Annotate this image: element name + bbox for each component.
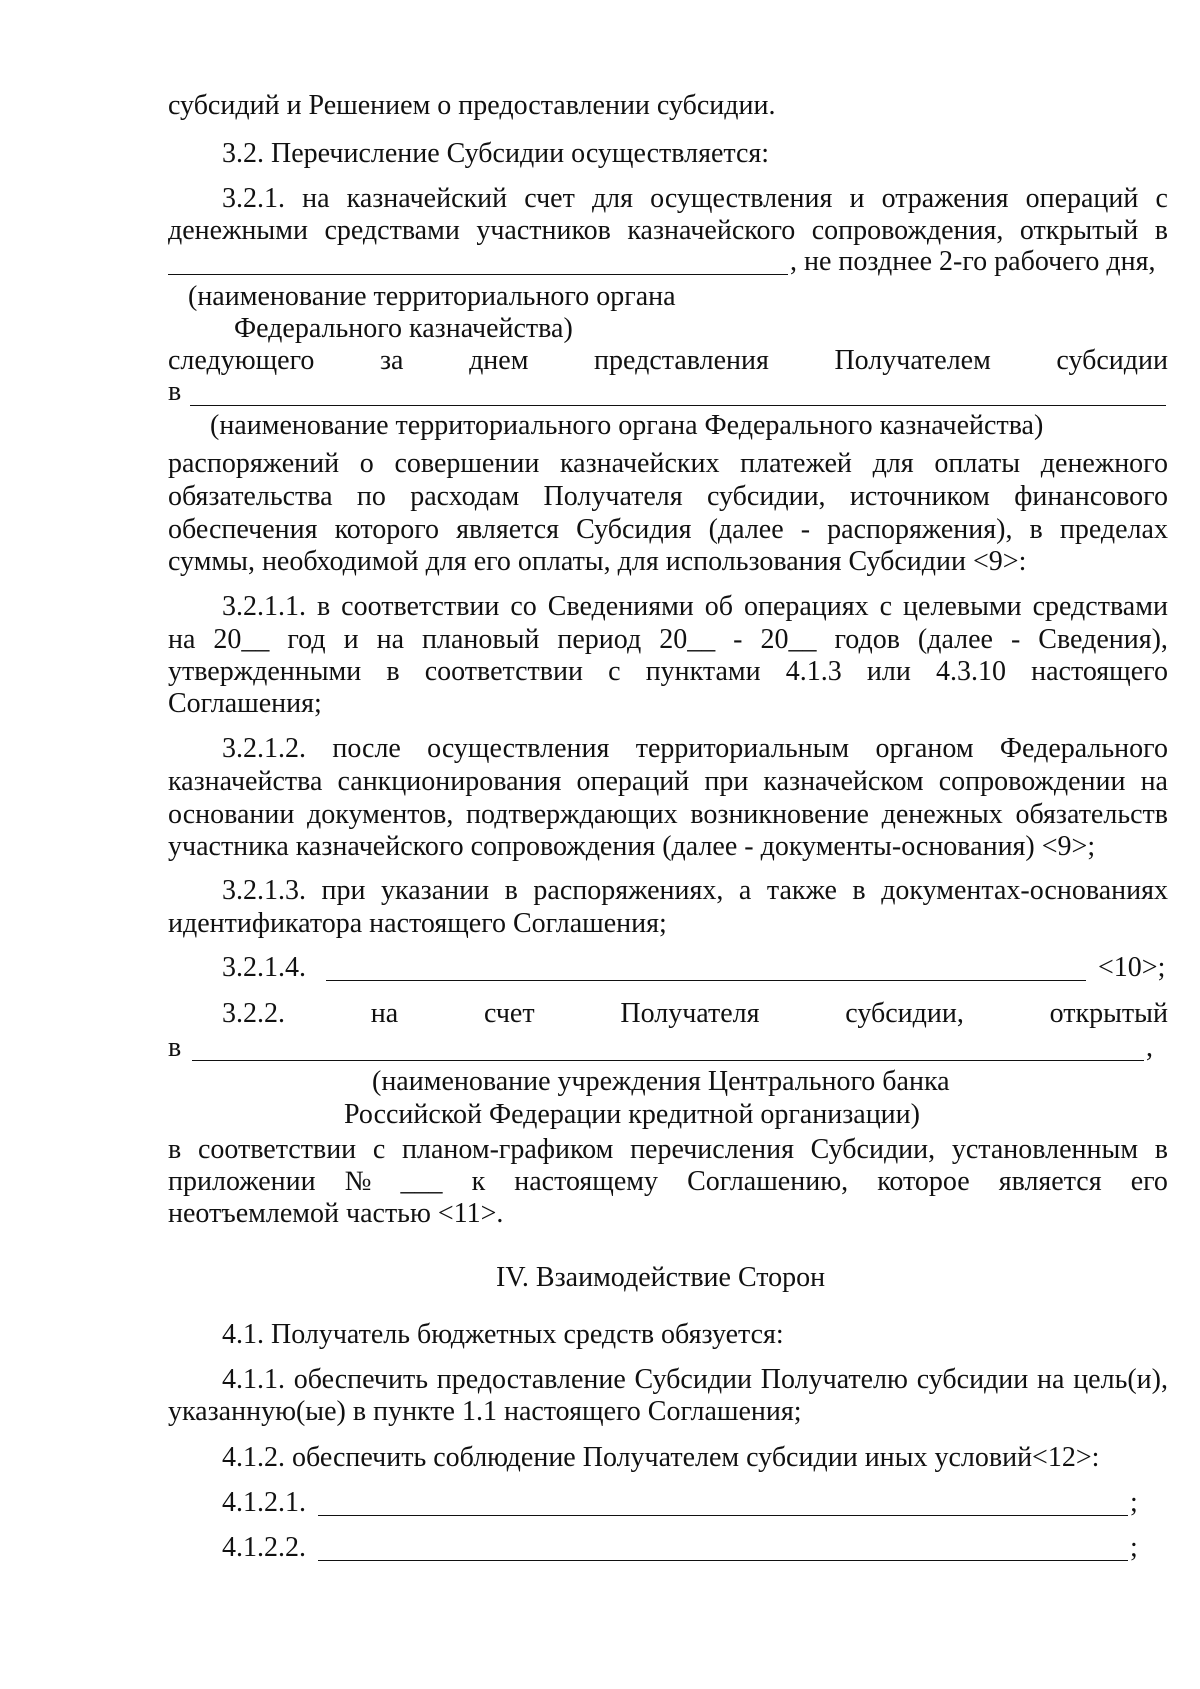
word: средствами	[324, 215, 460, 246]
word: распоряжения),	[827, 514, 1013, 545]
word: настоящему	[514, 1166, 659, 1197]
word: указании	[381, 875, 490, 906]
word: и	[849, 183, 865, 214]
word: Получателя	[620, 998, 760, 1029]
word: плановый	[421, 624, 540, 655]
text-line-justified	[168, 450, 1168, 478]
text-line: Соглашения;	[168, 688, 322, 719]
word: в	[386, 656, 400, 687]
word: Получателю	[760, 1364, 908, 1395]
word: счет	[524, 183, 575, 214]
text-line: идентификатора настоящего Соглашения;	[168, 908, 667, 939]
text-line-justified	[168, 801, 1168, 829]
text-line-justified	[222, 593, 1168, 621]
caption: Федерального казначейства)	[234, 313, 573, 344]
word: об	[704, 591, 733, 622]
text-line: 4.1.2.2.	[222, 1532, 306, 1563]
word: 20__	[760, 624, 817, 655]
fill-in-blank	[190, 405, 1166, 406]
word: к	[471, 1166, 486, 1197]
word: на	[168, 624, 196, 655]
word: Субсидии,	[810, 1134, 936, 1165]
word: субсидии,	[706, 481, 826, 512]
word: в	[1029, 514, 1043, 545]
word: является	[456, 514, 560, 545]
word: для	[591, 183, 634, 214]
text-line-justified	[168, 347, 1168, 375]
word: распоряжениях,	[533, 875, 724, 906]
word: санкционирования	[337, 766, 562, 797]
word: с	[879, 591, 893, 622]
text-line-justified	[168, 1168, 1168, 1196]
word: на	[1037, 1364, 1065, 1395]
word: утвержденными	[168, 656, 362, 687]
text-line-justified	[168, 1136, 1168, 1164]
word: на	[1140, 766, 1168, 797]
word: оплаты	[934, 448, 1021, 479]
caption: (наименование территориального органа	[188, 281, 676, 312]
word: документах-основаниях	[881, 875, 1168, 906]
word: возникновение	[690, 799, 869, 830]
word: после	[332, 733, 401, 764]
word: о	[359, 448, 374, 479]
word: предоставление	[436, 1364, 626, 1395]
word: при	[321, 875, 366, 906]
word: казначейском	[763, 766, 924, 797]
word: (далее	[708, 514, 784, 545]
word: казначейства	[168, 766, 323, 797]
fill-in-blank	[318, 1515, 1128, 1516]
word: операциях	[743, 591, 869, 622]
word: 4.1.1.	[222, 1364, 285, 1395]
word: обязательств	[1015, 799, 1168, 830]
word: для	[872, 448, 914, 479]
word: пределах	[1059, 514, 1168, 545]
fill-in-blank	[168, 274, 788, 275]
text-line: неотъемлемой частью <11>.	[168, 1198, 504, 1229]
caption: (наименование учреждения Центрального банка	[372, 1066, 950, 1097]
word: перечисления	[630, 1134, 794, 1165]
word: 20__	[659, 624, 716, 655]
word: а	[738, 875, 752, 906]
text-line: 4.1.2.1.	[222, 1487, 306, 1518]
word: обязательства	[168, 481, 333, 512]
word: расходам	[410, 481, 520, 512]
word: Субсидия	[576, 514, 692, 545]
text-line-justified	[222, 185, 1168, 213]
word: приложении	[168, 1166, 316, 1197]
word: Субсидии	[634, 1364, 753, 1395]
word: 3.2.1.3.	[222, 875, 306, 906]
text-line: указанную(ые) в пункте 1.1 настоящего Соглашения;	[168, 1396, 802, 1427]
text-line: 3.2. Перечисление Субсидии осуществляется:	[222, 138, 770, 169]
text-line: , не позднее 2-го рабочего дня,	[790, 246, 1156, 277]
word: пунктами	[645, 656, 761, 687]
word: годов	[834, 624, 900, 655]
word: Федерального	[999, 733, 1168, 764]
word: на	[370, 998, 399, 1029]
word: подтверждающих	[466, 799, 678, 830]
word: обеспечить	[293, 1364, 428, 1395]
word: документов,	[307, 799, 454, 830]
word: с	[372, 1134, 386, 1165]
text-line: <10>;	[1098, 952, 1166, 983]
word: казначейских	[560, 448, 720, 479]
text-line-justified	[168, 483, 1168, 511]
word: ___	[400, 1166, 443, 1197]
text-line-justified	[222, 1000, 1168, 1028]
text-line-justified	[168, 658, 1168, 686]
word: в	[168, 1134, 182, 1165]
word: органом	[875, 733, 974, 764]
text-line-justified	[222, 735, 1168, 763]
word: обеспечения	[168, 514, 318, 545]
word: финансового	[1014, 481, 1168, 512]
word: 3.2.1.2.	[222, 733, 306, 764]
word: субсидии	[916, 1364, 1029, 1395]
text-line: ;	[1130, 1532, 1138, 1563]
text-line: в	[168, 376, 182, 407]
word: соответствии	[424, 656, 583, 687]
word: настоящего	[1031, 656, 1168, 687]
word: на	[302, 183, 330, 214]
fill-in-blank	[192, 1060, 1144, 1061]
word: установленным	[951, 1134, 1139, 1165]
word: Сведения),	[1038, 624, 1168, 655]
word: в	[1154, 1134, 1168, 1165]
word: днем	[469, 345, 529, 376]
word: операций	[1025, 183, 1139, 214]
word: соответствии	[197, 1134, 357, 1165]
word: денежного	[1040, 448, 1168, 479]
word: совершении	[394, 448, 540, 479]
word: или	[866, 656, 911, 687]
word: с	[1155, 183, 1168, 214]
word: со	[510, 591, 537, 622]
text-line: ,	[1146, 1032, 1153, 1063]
word: денежных	[881, 799, 1003, 830]
word: платежей	[740, 448, 852, 479]
word: на	[376, 624, 404, 655]
word: территориальным	[635, 733, 850, 764]
word: за	[379, 345, 404, 376]
word: в	[504, 875, 518, 906]
word: казначейский	[346, 183, 508, 214]
word: которого	[334, 514, 440, 545]
fill-in-blank	[318, 1560, 1128, 1561]
word: -	[1010, 624, 1021, 655]
text-line-justified	[222, 877, 1168, 905]
word: при	[704, 766, 749, 797]
word: период	[557, 624, 642, 655]
word: операций	[576, 766, 690, 797]
word: представления	[594, 345, 769, 376]
word: открытый	[1049, 998, 1168, 1029]
word: целевыми	[903, 591, 1022, 622]
text-line: субсидий и Решением о предоставлении субсидии.	[168, 90, 776, 121]
text-line: суммы, необходимой для его оплаты, для использования Субсидии <9>:	[168, 546, 1027, 577]
word: осуществления	[650, 183, 833, 214]
word: 3.2.1.	[222, 183, 285, 214]
word: распоряжений	[168, 448, 340, 479]
text-line-justified	[222, 1366, 1168, 1394]
fill-in-blank	[326, 980, 1086, 981]
text-line-justified	[168, 768, 1168, 796]
word: -	[800, 514, 811, 545]
text-line: ;	[1130, 1487, 1138, 1518]
word: (далее	[917, 624, 993, 655]
word: Сведениями	[547, 591, 694, 622]
caption: (наименование территориального органа Федерального казначейства)	[210, 410, 1044, 441]
word: основании	[168, 799, 295, 830]
word: казначейского	[627, 215, 796, 246]
word: участников	[476, 215, 611, 246]
word: с	[608, 656, 621, 687]
word: в	[852, 875, 866, 906]
text-line-justified	[168, 626, 1168, 654]
word: -	[733, 624, 743, 655]
word: средствами	[1032, 591, 1168, 622]
word: Соглашению,	[687, 1166, 849, 1197]
word: субсидии	[1056, 345, 1168, 376]
text-line: 3.2.1.4.	[222, 952, 306, 983]
word: Получателя	[543, 481, 683, 512]
text-line: 4.1. Получатель бюджетных средств обязуется:	[222, 1319, 784, 1350]
word: в	[1154, 215, 1168, 246]
word: сопровождении	[938, 766, 1126, 797]
word: и	[343, 624, 359, 655]
word: в	[316, 591, 331, 622]
text-line-justified	[168, 516, 1168, 544]
word: его	[1130, 1166, 1168, 1197]
word: соответствии	[341, 591, 500, 622]
word: денежными	[168, 215, 308, 246]
word: является	[998, 1166, 1102, 1197]
section-heading: IV. Взаимодействие Сторон	[496, 1262, 826, 1293]
word: Получателем	[834, 345, 991, 376]
word: сопровождения,	[811, 215, 1004, 246]
word: 4.1.3	[785, 656, 842, 687]
word: планом-графиком	[402, 1134, 614, 1165]
word: 4.3.10	[935, 656, 1006, 687]
word: 20__	[213, 624, 270, 655]
word: 3.2.2.	[222, 998, 285, 1029]
word: которое	[877, 1166, 970, 1197]
word: по	[356, 481, 386, 512]
word: следующего	[168, 345, 315, 376]
text-line: участника казначейского сопровождения (далее - документы-основания) <9>;	[168, 831, 1096, 862]
text-line: в	[168, 1032, 182, 1063]
word: год	[287, 624, 326, 655]
word: открытый	[1019, 215, 1139, 246]
word: отражения	[881, 183, 1009, 214]
word: 3.2.1.1.	[222, 591, 306, 622]
word: осуществления	[427, 733, 610, 764]
word: также	[766, 875, 837, 906]
word: источником	[849, 481, 990, 512]
word: счет	[483, 998, 535, 1029]
text-line: 4.1.2. обеспечить соблюдение Получателем субсидии иных условий<12>:	[222, 1442, 1100, 1473]
text-line-justified	[168, 217, 1168, 245]
word: №	[344, 1166, 372, 1197]
word: субсидии,	[845, 998, 964, 1029]
word: цель(и),	[1073, 1364, 1168, 1395]
caption: Российской Федерации кредитной организации)	[344, 1099, 920, 1130]
